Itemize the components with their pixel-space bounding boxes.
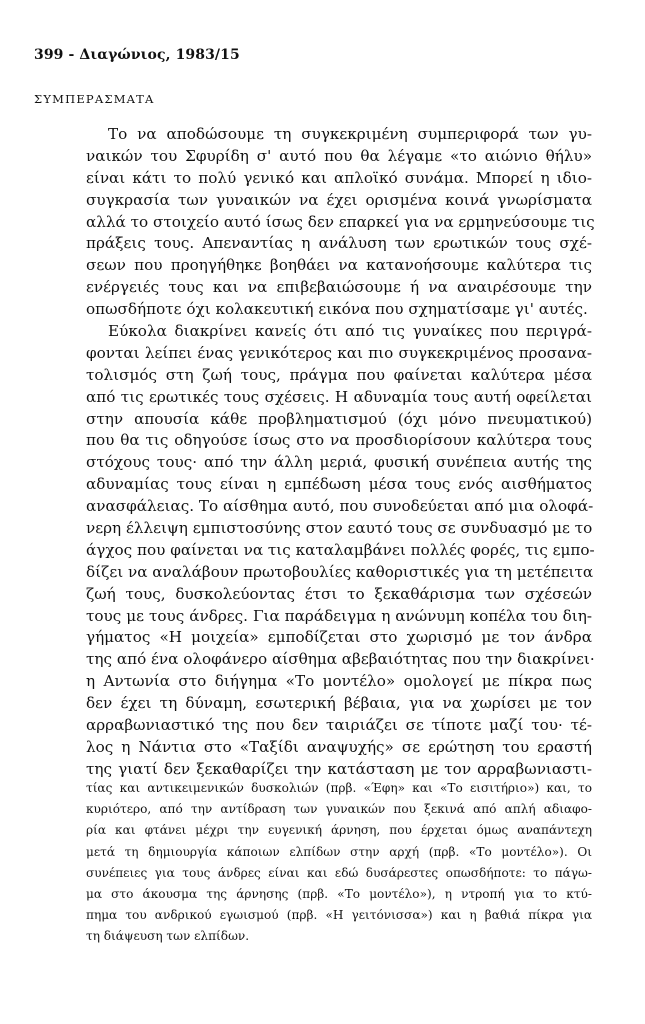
body-line: σεων που προηγήθηκε βοηθάει να κατανοήσουμε καλύτερα τις	[86, 256, 592, 275]
body-line: άγχος που φαίνεται να τις καταλαμβάνει πολλές φορές, τις εμπο-	[86, 540, 595, 559]
body-line: αρραβωνιαστικό της που δεν ταιριάζει σε τίποτε μαζί του· τέ-	[86, 716, 592, 735]
body-line: είναι κάτι το πολύ γενικό και απλοϊκό συνάμα. Μπορεί η ιδιο-	[86, 168, 592, 187]
section-title: ΣΥΜΠΕΡΑΣΜΑΤΑ	[34, 92, 155, 106]
body-line: στην απουσία κάθε προβληματισμού (όχι μόνο πνευματικού)	[86, 409, 592, 428]
body-line: δίζει να αναλάβουν πρωτοβουλίες καθοριστικές για τη μετέπειτα	[86, 562, 594, 581]
footnote-line: συνέπειες για τους άνδρες είναι και εδώ δυσάρεστες οπωσδήποτε: το πάγω-	[86, 865, 592, 880]
footnote-text	[86, 778, 592, 948]
footnote-line: τίας και αντικειμενικών δυσκολιών (πρβ. «Έφη» και «Το εισιτήριο») και, το	[86, 781, 592, 795]
footnote-line: μα στο άκουσμα της άρνησης (πρβ. «Το μοντέλο»), η ντροπή για το κτύ-	[86, 886, 592, 901]
body-line: αδυναμίας τους είναι η εμπέδωση μέσα τους ενός αισθήματος	[86, 475, 592, 494]
body-line: η Αντωνία στο διήγημα «Το μοντέλο» ομολογεί με πίκρα πως	[86, 672, 592, 691]
body-line: δεν έχει τη δύναμη, εσωτερική βέβαια, για να χωρίσει με τον	[86, 694, 592, 713]
footnote-line: μετά τη δημιουργία κάποιων ελπίδων στην αρχή (πρβ. «Το μοντέλο»). Οι	[86, 844, 592, 859]
body-line: ναικών του Σφυρίδη σ' αυτό που θα λέγαμε «το αιώνιο θήλυ»	[86, 146, 592, 165]
body-line: από τις ερωτικές τους σχέσεις. Η αδυναμία τους αυτή οφείλεται	[86, 387, 592, 406]
body-line: τολισμός στη ζωή τους, πράγμα που φαίνεται καλύτερα μέσα	[86, 365, 592, 384]
body-line: φονται λείπει ένας γενικότερος και πιο συγκεκριμένος προσανα-	[86, 343, 592, 362]
footnote-line: κυριότερο, από την αντίδραση των γυναικών που ξεκινά από απλή αδιαφο-	[86, 802, 592, 817]
body-line: της από ένα ολοφάνερο αίσθημα αβεβαιότητας που την διακρίνει·	[86, 650, 595, 669]
body-line: που θα τις οδηγούσε ίσως στο να προσδιορίσουν καλύτερα τους	[86, 431, 592, 450]
body-line: Το να αποδώσουμε τη συγκεκριμένη συμπεριφορά των γυ-	[108, 125, 592, 143]
body-line: στόχους τους· από την άλλη μεριά, φυσική συνέπεια αυτής της	[86, 453, 592, 472]
body-line: αλλά το στοιχείο αυτό ίσως δεν επαρκεί για να ερμηνεύσουμε τις	[86, 212, 595, 231]
footnote-line: πημα του ανδρικού εγωισμού (πρβ. «Η γειτόνισσα») και η βαθιά πίκρα για	[86, 908, 592, 923]
body-line: λος η Νάντια στο «Ταξίδι αναψυχής» σε ερώτηση του εραστή	[86, 737, 592, 756]
body-text	[86, 124, 595, 781]
running-head: 399 - Διαγώνιος, 1983/15	[34, 47, 240, 63]
body-line: τους με τους άνδρες. Για παράδειγμα η ανώνυμη κοπέλα του διη-	[86, 606, 592, 625]
body-line: της γιατί δεν ξεκαθαρίζει την κατάσταση με τον αρραβωνιαστι-	[86, 759, 592, 778]
body-line: πράξεις τους. Απεναντίας η ανάλυση των ερωτικών τους σχέ-	[86, 234, 592, 253]
body-line: νερη έλλειψη εμπιστοσύνης στον εαυτό τους σε συνδυασμό με το	[86, 519, 593, 538]
body-line: ενέργειές τους και να επιβεβαιώσουμε ή να αναιρέσουμε την	[86, 278, 592, 297]
body-line: Εύκολα διακρίνει κανείς ότι από τις γυναίκες που περιγρά-	[108, 322, 592, 341]
footnote-line: τη διάψευση των ελπίδων.	[86, 929, 250, 944]
body-line: γήματος «Η μοιχεία» εμποδίζεται στο χωρισμό με τον άνδρα	[86, 628, 592, 647]
body-line: ανασφάλειας. Το αίσθημα αυτό, που συνοδεύεται από μια ολοφά-	[86, 497, 594, 516]
footnote-line: ρία και φτάνει μέχρι την ευγενική άρνηση, που έρχεται όμως αναπάντεχη	[86, 823, 592, 838]
body-line: συγκρασία των γυναικών να έχει ορισμένα κοινά γνωρίσματα	[86, 190, 592, 209]
body-line: ζωή τους, δυσκολεύοντας έτσι το ξεκαθάρισμα των σχέσεών	[86, 584, 592, 603]
body-line: οπωσδήποτε όχι κολακευτική εικόνα που σχηματίσαμε γι' αυτές.	[86, 300, 588, 319]
